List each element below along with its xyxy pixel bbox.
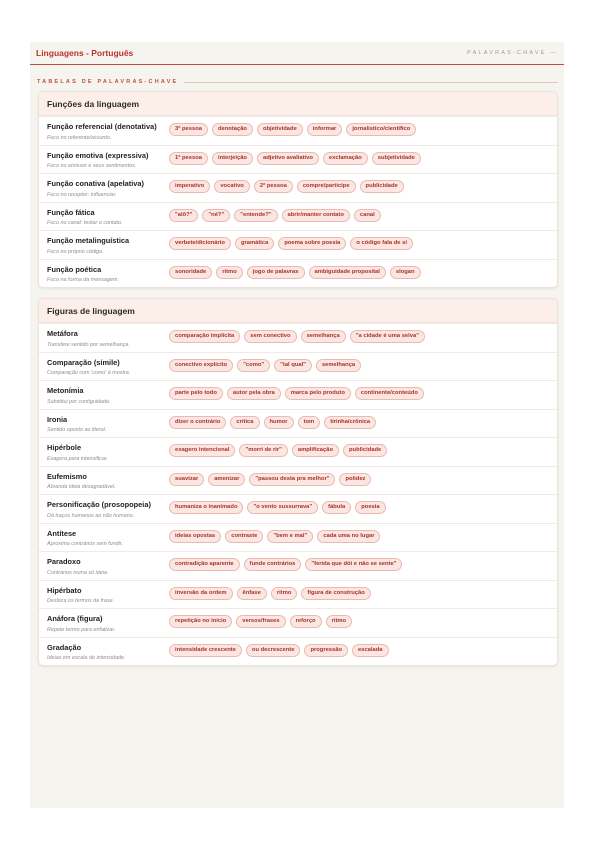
keyword-list	[169, 151, 549, 171]
keyword-chip: suavizar	[169, 473, 204, 486]
page-title: Linguagens - Português	[36, 48, 134, 58]
keyword-chip: figura de construção	[301, 587, 370, 600]
keyword-chip: semelhança	[316, 359, 361, 372]
term-name: Antítese	[47, 528, 77, 538]
term-description: Exagera para intensificar.	[47, 455, 108, 462]
term-description: Foco no referente/assunto.	[47, 134, 112, 141]
table-row	[39, 523, 557, 552]
keyword-list	[169, 179, 549, 199]
keyword-chip: jogo de palavras	[247, 266, 305, 279]
keyword-chip: "ferida que dói e não se sente"	[305, 558, 402, 571]
term-cell	[47, 643, 169, 663]
term-name: Função emotiva (expressiva)	[47, 150, 149, 160]
keyword-chip: poema sobre poesia	[278, 237, 346, 250]
term-cell	[47, 415, 169, 435]
keyword-chip: tirinha/crônica	[324, 416, 376, 429]
keyword-chip: 2ª pessoa	[254, 180, 293, 193]
keyword-chip: "bem e mal"	[267, 530, 313, 543]
table-row	[39, 352, 557, 381]
term-name: Paradoxo	[47, 557, 81, 566]
section-heading	[37, 79, 558, 85]
term-cell	[47, 443, 169, 463]
term-description: Comparação com 'como' à mostra.	[47, 370, 131, 376]
table-row	[39, 466, 557, 495]
keyword-chip: publicidade	[343, 444, 387, 457]
term-cell	[47, 122, 169, 142]
keyword-chip: "a cidade é uma selva"	[350, 330, 425, 343]
keyword-chip: sem conectivo	[244, 330, 296, 343]
table-row	[39, 116, 557, 145]
term-name: Função poética	[47, 264, 102, 274]
table-row	[39, 380, 557, 409]
keyword-chip: cada uma no lugar	[317, 530, 380, 543]
keyword-chip: continente/conteúdo	[355, 387, 424, 400]
keyword-list	[169, 386, 549, 406]
keyword-chip: versos/frases	[236, 615, 285, 628]
term-description: Foco no próprio código.	[47, 248, 104, 255]
term-cell	[47, 614, 169, 634]
keyword-chip: semelhança	[301, 330, 346, 343]
keyword-list	[169, 557, 549, 577]
keyword-chip: "como"	[237, 359, 270, 372]
term-description: Substitui por contiguidade.	[47, 398, 111, 405]
keyword-chip: humaniza o inanimado	[169, 501, 243, 514]
keyword-chip: inversão da ordem	[169, 587, 233, 600]
keyword-chip: contraste	[225, 530, 263, 543]
term-cell	[47, 208, 169, 228]
term-description: Foco no canal: testar o contato.	[47, 220, 123, 226]
term-cell	[47, 472, 169, 492]
keyword-chip: compre/participe	[297, 180, 356, 193]
keyword-chip: subjetividade	[372, 152, 421, 165]
term-description: Foco no receptor: influenciar.	[47, 191, 117, 198]
keyword-chip: ênfase	[237, 587, 267, 600]
keyword-chip: "tal qual"	[274, 359, 312, 372]
term-name: Eufemismo	[47, 471, 87, 481]
term-name: Metonímia	[47, 386, 84, 395]
keyword-chip: poesia	[355, 501, 385, 514]
term-name: Hipérbole	[47, 443, 82, 452]
keyword-chip: humor	[264, 416, 294, 429]
keyword-list	[169, 265, 549, 285]
keyword-chip: dizer o contrário	[169, 416, 226, 429]
keyword-chip: adjetivo avaliativo	[257, 152, 319, 165]
term-cell	[47, 557, 169, 577]
keyword-chip: comparação implícita	[169, 330, 240, 343]
keyword-chip: ritmo	[216, 266, 243, 279]
keyword-list	[169, 443, 549, 463]
term-name: Hipérbato	[47, 585, 82, 595]
keyword-chip: 3ª pessoa	[169, 123, 208, 136]
keyword-chip: verbete/dicionário	[169, 237, 231, 250]
term-cell	[47, 586, 169, 606]
keyword-list	[169, 614, 549, 634]
document-page	[30, 42, 564, 808]
keyword-chip: exclamação	[323, 152, 368, 165]
keyword-list	[169, 643, 549, 663]
keyword-chip: autor pela obra	[227, 387, 281, 400]
section-divider	[184, 82, 558, 83]
table-row	[39, 259, 557, 288]
term-cell	[47, 500, 169, 520]
keyword-list	[169, 472, 549, 492]
table-row	[39, 437, 557, 466]
term-name: Ironia	[47, 414, 68, 424]
term-description: Transfere sentido por semelhança.	[47, 341, 130, 348]
keyword-chip: sonoridade	[169, 266, 212, 279]
term-cell	[47, 529, 169, 549]
keyword-chip: interjeição	[212, 152, 253, 165]
keyword-chip: conectivo explícito	[169, 359, 233, 372]
keyword-list	[169, 500, 549, 520]
table-row	[39, 551, 557, 580]
keyword-chip: funde contrários	[244, 558, 302, 571]
keyword-chip: amenizar	[208, 473, 245, 486]
keyword-list	[169, 236, 549, 256]
term-cell	[47, 151, 169, 171]
term-cell	[47, 358, 169, 378]
keyword-chip: progressão	[304, 644, 348, 657]
keyword-chip: canal	[354, 209, 381, 222]
term-name: Função conativa (apelativa)	[47, 179, 144, 188]
keyword-chip: "né?"	[202, 209, 230, 222]
table-row	[39, 637, 557, 666]
keyword-chip: ambiguidade proposital	[309, 266, 386, 279]
keyword-chip: denotação	[212, 123, 253, 136]
term-description: Foco na forma da mensagem.	[47, 277, 119, 283]
term-description: Sentido oposto ao literal.	[47, 427, 107, 433]
keyword-chip: "passou desta pra melhor"	[249, 473, 335, 486]
term-name: Personificação (prosopopeia)	[47, 500, 151, 509]
keyword-chip: publicidade	[360, 180, 404, 193]
keyword-list	[169, 415, 549, 435]
keyword-chip: objetividade	[257, 123, 303, 136]
keyword-chip: fábula	[322, 501, 351, 514]
keyword-chip: reforço	[290, 615, 322, 628]
functions-table	[38, 91, 558, 288]
keyword-chip: polidez	[339, 473, 371, 486]
keyword-chip: exagero intencional	[169, 444, 235, 457]
page-header	[30, 42, 564, 65]
term-name: Função fática	[47, 207, 95, 217]
keyword-chip: slogan	[390, 266, 421, 279]
term-description: Dá traços humanos ao não humano.	[47, 512, 135, 519]
keyword-chip: tom	[298, 416, 321, 429]
term-name: Função metalinguística	[47, 236, 130, 245]
table-row	[39, 323, 557, 352]
keyword-list	[169, 358, 549, 378]
keyword-chip: gramática	[235, 237, 274, 250]
header-tag: PALAVRAS-CHAVE —	[467, 50, 558, 56]
table-row	[39, 580, 557, 609]
keyword-chip: contradição aparente	[169, 558, 240, 571]
keyword-list	[169, 586, 549, 606]
keyword-chip: "morri de rir"	[239, 444, 287, 457]
figures-table-title: Figuras de linguagem	[39, 299, 557, 323]
keyword-chip: "o vento sussurrava"	[247, 501, 318, 514]
table-row	[39, 173, 557, 202]
figures-table	[38, 298, 558, 666]
term-cell	[47, 179, 169, 199]
term-description: Desloca os termos da frase.	[47, 598, 115, 604]
keyword-chip: amplificação	[292, 444, 339, 457]
term-description: Ideias em escala de intensidade.	[47, 655, 126, 661]
term-name: Comparação (símile)	[47, 357, 120, 367]
term-cell	[47, 386, 169, 406]
table-row	[39, 145, 557, 174]
table-row	[39, 230, 557, 259]
keyword-chip: "entende?"	[234, 209, 277, 222]
keyword-list	[169, 329, 549, 349]
table-row	[39, 202, 557, 231]
table-row	[39, 494, 557, 523]
term-description: Abranda ideia desagradável.	[47, 484, 116, 490]
keyword-chip: jornalístico/científico	[346, 123, 416, 136]
keyword-list	[169, 208, 549, 228]
keyword-chip: marca pelo produto	[285, 387, 351, 400]
keyword-chip: o código fala de si	[350, 237, 413, 250]
functions-table-title: Funções da linguagem	[39, 92, 557, 116]
keyword-list	[169, 529, 549, 549]
term-name: Gradação	[47, 642, 82, 652]
table-row	[39, 608, 557, 637]
keyword-chip: vocativo	[214, 180, 250, 193]
term-name: Metáfora	[47, 329, 78, 338]
term-cell	[47, 329, 169, 349]
keyword-chip: "alô?"	[169, 209, 198, 222]
term-description: Repete termo para enfatizar.	[47, 626, 116, 633]
keyword-chip: 1ª pessoa	[169, 152, 208, 165]
keyword-chip: repetição no início	[169, 615, 232, 628]
keyword-chip: ideias opostas	[169, 530, 221, 543]
keyword-chip: escalada	[352, 644, 389, 657]
keyword-chip: ou decrescente	[246, 644, 301, 657]
term-name: Função referencial (denotativa)	[47, 122, 157, 131]
section-heading-label: TABELAS DE PALAVRAS-CHAVE	[37, 79, 179, 85]
keyword-chip: intensidade crescente	[169, 644, 242, 657]
keyword-chip: informar	[307, 123, 343, 136]
keyword-chip: imperativo	[169, 180, 210, 193]
keyword-chip: ritmo	[326, 615, 353, 628]
keyword-chip: crítica	[230, 416, 259, 429]
term-name: Anáfora (figura)	[47, 614, 103, 623]
keyword-chip: parte pelo todo	[169, 387, 223, 400]
term-description: Foco no emissor e seus sentimentos.	[47, 163, 137, 169]
table-row	[39, 409, 557, 438]
term-description: Aproxima contrários sem fundir.	[47, 541, 123, 547]
term-cell	[47, 265, 169, 285]
keyword-chip: ritmo	[271, 587, 298, 600]
keyword-chip: abrir/manter contato	[282, 209, 350, 222]
term-description: Contrários numa só ideia.	[47, 569, 109, 576]
term-cell	[47, 236, 169, 256]
keyword-list	[169, 122, 549, 142]
